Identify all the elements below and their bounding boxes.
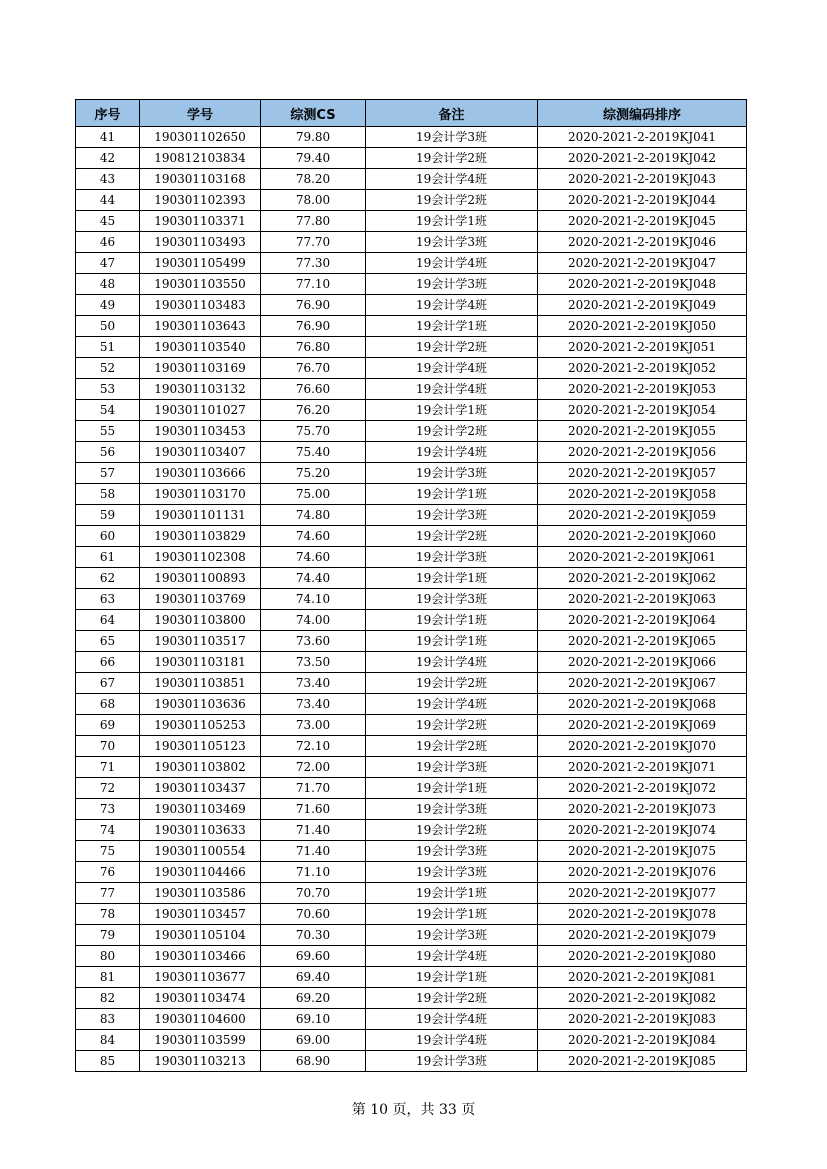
cell-score: 70.60 <box>261 904 366 925</box>
table-row <box>76 631 747 652</box>
cell-score: 75.40 <box>261 442 366 463</box>
cell-student-id: 190301103677 <box>140 967 261 988</box>
cell-remark: 19会计学4班 <box>366 1009 538 1030</box>
cell-score: 74.60 <box>261 526 366 547</box>
cell-remark: 19会计学3班 <box>366 841 538 862</box>
cell-remark: 19会计学4班 <box>366 358 538 379</box>
cell-student-id: 190301103586 <box>140 883 261 904</box>
cell-code: 2020-2021-2-2019KJ074 <box>538 820 747 841</box>
cell-score: 74.80 <box>261 505 366 526</box>
cell-code: 2020-2021-2-2019KJ048 <box>538 274 747 295</box>
cell-code: 2020-2021-2-2019KJ064 <box>538 610 747 631</box>
cell-student-id: 190301103493 <box>140 232 261 253</box>
cell-remark: 19会计学3班 <box>366 1051 538 1072</box>
cell-student-id: 190301103829 <box>140 526 261 547</box>
cell-student-id: 190301105123 <box>140 736 261 757</box>
cell-remark: 19会计学1班 <box>366 610 538 631</box>
table-row <box>76 1051 747 1072</box>
cell-student-id: 190301103453 <box>140 421 261 442</box>
table-row <box>76 190 747 211</box>
cell-index: 63 <box>76 589 140 610</box>
cell-student-id: 190301104466 <box>140 862 261 883</box>
cell-score: 68.90 <box>261 1051 366 1072</box>
cell-code: 2020-2021-2-2019KJ047 <box>538 253 747 274</box>
cell-code: 2020-2021-2-2019KJ065 <box>538 631 747 652</box>
cell-code: 2020-2021-2-2019KJ082 <box>538 988 747 1009</box>
cell-remark: 19会计学1班 <box>366 631 538 652</box>
cell-score: 78.00 <box>261 190 366 211</box>
cell-index: 57 <box>76 463 140 484</box>
cell-index: 46 <box>76 232 140 253</box>
cell-remark: 19会计学4班 <box>366 379 538 400</box>
cell-remark: 19会计学4班 <box>366 694 538 715</box>
cell-index: 55 <box>76 421 140 442</box>
cell-remark: 19会计学4班 <box>366 946 538 967</box>
table-row <box>76 862 747 883</box>
cell-score: 73.40 <box>261 694 366 715</box>
cell-student-id: 190301103437 <box>140 778 261 799</box>
header-student-id: 学号 <box>140 100 261 127</box>
cell-score: 76.60 <box>261 379 366 400</box>
cell-score: 76.70 <box>261 358 366 379</box>
cell-remark: 19会计学1班 <box>366 967 538 988</box>
cell-index: 53 <box>76 379 140 400</box>
cell-remark: 19会计学3班 <box>366 757 538 778</box>
cell-index: 50 <box>76 316 140 337</box>
cell-student-id: 190301103802 <box>140 757 261 778</box>
cell-student-id: 190301103168 <box>140 169 261 190</box>
table-row <box>76 232 747 253</box>
cell-remark: 19会计学2班 <box>366 421 538 442</box>
cell-index: 45 <box>76 211 140 232</box>
cell-score: 77.80 <box>261 211 366 232</box>
cell-code: 2020-2021-2-2019KJ041 <box>538 127 747 148</box>
cell-remark: 19会计学4班 <box>366 442 538 463</box>
cell-score: 70.30 <box>261 925 366 946</box>
cell-score: 78.20 <box>261 169 366 190</box>
table-row <box>76 253 747 274</box>
cell-code: 2020-2021-2-2019KJ077 <box>538 883 747 904</box>
table-row <box>76 736 747 757</box>
table-row <box>76 820 747 841</box>
cell-code: 2020-2021-2-2019KJ044 <box>538 190 747 211</box>
cell-remark: 19会计学2班 <box>366 526 538 547</box>
cell-index: 83 <box>76 1009 140 1030</box>
cell-code: 2020-2021-2-2019KJ054 <box>538 400 747 421</box>
header-index: 序号 <box>76 100 140 127</box>
cell-code: 2020-2021-2-2019KJ066 <box>538 652 747 673</box>
cell-remark: 19会计学2班 <box>366 337 538 358</box>
cell-remark: 19会计学2班 <box>366 148 538 169</box>
cell-code: 2020-2021-2-2019KJ058 <box>538 484 747 505</box>
cell-score: 69.40 <box>261 967 366 988</box>
cell-score: 76.80 <box>261 337 366 358</box>
cell-student-id: 190301103643 <box>140 316 261 337</box>
cell-student-id: 190301103169 <box>140 358 261 379</box>
table-row <box>76 505 747 526</box>
table-row <box>76 610 747 631</box>
cell-student-id: 190301103550 <box>140 274 261 295</box>
cell-code: 2020-2021-2-2019KJ059 <box>538 505 747 526</box>
cell-score: 71.40 <box>261 841 366 862</box>
cell-code: 2020-2021-2-2019KJ072 <box>538 778 747 799</box>
cell-code: 2020-2021-2-2019KJ043 <box>538 169 747 190</box>
table-row <box>76 883 747 904</box>
table-row <box>76 757 747 778</box>
cell-index: 69 <box>76 715 140 736</box>
cell-index: 78 <box>76 904 140 925</box>
cell-score: 74.40 <box>261 568 366 589</box>
cell-index: 72 <box>76 778 140 799</box>
cell-student-id: 190301102393 <box>140 190 261 211</box>
cell-index: 56 <box>76 442 140 463</box>
cell-score: 74.10 <box>261 589 366 610</box>
cell-remark: 19会计学4班 <box>366 1030 538 1051</box>
cell-score: 74.00 <box>261 610 366 631</box>
cell-remark: 19会计学3班 <box>366 589 538 610</box>
cell-student-id: 190301103474 <box>140 988 261 1009</box>
cell-remark: 19会计学1班 <box>366 568 538 589</box>
cell-index: 77 <box>76 883 140 904</box>
cell-index: 75 <box>76 841 140 862</box>
cell-score: 72.00 <box>261 757 366 778</box>
cell-index: 44 <box>76 190 140 211</box>
score-table <box>75 99 747 1072</box>
cell-remark: 19会计学1班 <box>366 316 538 337</box>
cell-remark: 19会计学4班 <box>366 295 538 316</box>
cell-remark: 19会计学2班 <box>366 988 538 1009</box>
cell-index: 62 <box>76 568 140 589</box>
cell-index: 51 <box>76 337 140 358</box>
cell-score: 71.40 <box>261 820 366 841</box>
table-row <box>76 148 747 169</box>
cell-score: 75.20 <box>261 463 366 484</box>
cell-student-id: 190301103170 <box>140 484 261 505</box>
cell-code: 2020-2021-2-2019KJ061 <box>538 547 747 568</box>
cell-student-id: 190301103800 <box>140 610 261 631</box>
cell-remark: 19会计学1班 <box>366 883 538 904</box>
cell-student-id: 190301103633 <box>140 820 261 841</box>
cell-index: 79 <box>76 925 140 946</box>
cell-student-id: 190301103132 <box>140 379 261 400</box>
cell-code: 2020-2021-2-2019KJ060 <box>538 526 747 547</box>
cell-code: 2020-2021-2-2019KJ063 <box>538 589 747 610</box>
cell-code: 2020-2021-2-2019KJ073 <box>538 799 747 820</box>
cell-index: 61 <box>76 547 140 568</box>
table-row <box>76 715 747 736</box>
cell-code: 2020-2021-2-2019KJ056 <box>538 442 747 463</box>
cell-student-id: 190301102308 <box>140 547 261 568</box>
table-row <box>76 169 747 190</box>
cell-code: 2020-2021-2-2019KJ053 <box>538 379 747 400</box>
cell-score: 75.70 <box>261 421 366 442</box>
cell-index: 54 <box>76 400 140 421</box>
cell-remark: 19会计学3班 <box>366 862 538 883</box>
header-remark: 备注 <box>366 100 538 127</box>
cell-score: 70.70 <box>261 883 366 904</box>
cell-remark: 19会计学2班 <box>366 715 538 736</box>
cell-code: 2020-2021-2-2019KJ079 <box>538 925 747 946</box>
cell-code: 2020-2021-2-2019KJ051 <box>538 337 747 358</box>
cell-remark: 19会计学3班 <box>366 799 538 820</box>
cell-remark: 19会计学1班 <box>366 484 538 505</box>
cell-student-id: 190301103599 <box>140 1030 261 1051</box>
cell-index: 70 <box>76 736 140 757</box>
cell-remark: 19会计学4班 <box>366 253 538 274</box>
cell-remark: 19会计学3班 <box>366 232 538 253</box>
table-row <box>76 778 747 799</box>
cell-index: 47 <box>76 253 140 274</box>
cell-student-id: 190301103457 <box>140 904 261 925</box>
cell-index: 81 <box>76 967 140 988</box>
cell-remark: 19会计学2班 <box>366 673 538 694</box>
cell-score: 73.50 <box>261 652 366 673</box>
table-row <box>76 904 747 925</box>
table-row <box>76 463 747 484</box>
cell-code: 2020-2021-2-2019KJ068 <box>538 694 747 715</box>
cell-index: 74 <box>76 820 140 841</box>
cell-student-id: 190301103851 <box>140 673 261 694</box>
table-row <box>76 442 747 463</box>
table-row <box>76 841 747 862</box>
cell-score: 76.90 <box>261 295 366 316</box>
cell-score: 71.60 <box>261 799 366 820</box>
cell-score: 76.90 <box>261 316 366 337</box>
cell-code: 2020-2021-2-2019KJ070 <box>538 736 747 757</box>
cell-code: 2020-2021-2-2019KJ049 <box>538 295 747 316</box>
cell-code: 2020-2021-2-2019KJ076 <box>538 862 747 883</box>
cell-index: 52 <box>76 358 140 379</box>
cell-index: 71 <box>76 757 140 778</box>
cell-index: 80 <box>76 946 140 967</box>
table-row <box>76 526 747 547</box>
table-row <box>76 1030 747 1051</box>
cell-code: 2020-2021-2-2019KJ075 <box>538 841 747 862</box>
cell-index: 68 <box>76 694 140 715</box>
cell-score: 77.70 <box>261 232 366 253</box>
cell-code: 2020-2021-2-2019KJ057 <box>538 463 747 484</box>
cell-index: 66 <box>76 652 140 673</box>
cell-remark: 19会计学4班 <box>366 169 538 190</box>
cell-student-id: 190301100893 <box>140 568 261 589</box>
cell-score: 73.40 <box>261 673 366 694</box>
cell-student-id: 190301103213 <box>140 1051 261 1072</box>
cell-score: 74.60 <box>261 547 366 568</box>
cell-index: 60 <box>76 526 140 547</box>
table-row <box>76 316 747 337</box>
cell-score: 77.30 <box>261 253 366 274</box>
cell-index: 82 <box>76 988 140 1009</box>
header-code: 综测编码排序 <box>538 100 747 127</box>
cell-student-id: 190301103517 <box>140 631 261 652</box>
table-row <box>76 694 747 715</box>
cell-remark: 19会计学1班 <box>366 904 538 925</box>
cell-student-id: 190301103407 <box>140 442 261 463</box>
table-row <box>76 358 747 379</box>
table-row <box>76 211 747 232</box>
cell-remark: 19会计学1班 <box>366 778 538 799</box>
cell-index: 41 <box>76 127 140 148</box>
cell-student-id: 190301101131 <box>140 505 261 526</box>
cell-index: 64 <box>76 610 140 631</box>
cell-score: 71.70 <box>261 778 366 799</box>
cell-score: 79.80 <box>261 127 366 148</box>
cell-index: 85 <box>76 1051 140 1072</box>
cell-student-id: 190301104600 <box>140 1009 261 1030</box>
cell-index: 84 <box>76 1030 140 1051</box>
table-body <box>76 127 747 1072</box>
table-row <box>76 379 747 400</box>
cell-remark: 19会计学1班 <box>366 211 538 232</box>
cell-remark: 19会计学3班 <box>366 127 538 148</box>
cell-score: 73.00 <box>261 715 366 736</box>
page-number: 第 10 页，共 33 页 <box>351 1102 476 1118</box>
cell-code: 2020-2021-2-2019KJ078 <box>538 904 747 925</box>
cell-student-id: 190301101027 <box>140 400 261 421</box>
cell-student-id: 190301105253 <box>140 715 261 736</box>
table-row <box>76 946 747 967</box>
cell-code: 2020-2021-2-2019KJ055 <box>538 421 747 442</box>
cell-index: 76 <box>76 862 140 883</box>
table-row <box>76 337 747 358</box>
cell-score: 75.00 <box>261 484 366 505</box>
cell-student-id: 190301103466 <box>140 946 261 967</box>
cell-code: 2020-2021-2-2019KJ052 <box>538 358 747 379</box>
table-row <box>76 988 747 1009</box>
cell-remark: 19会计学3班 <box>366 505 538 526</box>
table-row <box>76 799 747 820</box>
cell-score: 69.10 <box>261 1009 366 1030</box>
table-row <box>76 652 747 673</box>
cell-code: 2020-2021-2-2019KJ069 <box>538 715 747 736</box>
cell-code: 2020-2021-2-2019KJ046 <box>538 232 747 253</box>
table-header-row <box>76 100 747 127</box>
cell-score: 73.60 <box>261 631 366 652</box>
cell-student-id: 190301103540 <box>140 337 261 358</box>
cell-student-id: 190301105499 <box>140 253 261 274</box>
cell-index: 59 <box>76 505 140 526</box>
cell-score: 71.10 <box>261 862 366 883</box>
cell-index: 65 <box>76 631 140 652</box>
cell-score: 76.20 <box>261 400 366 421</box>
table-row <box>76 547 747 568</box>
cell-index: 48 <box>76 274 140 295</box>
table-row <box>76 1009 747 1030</box>
table-row <box>76 484 747 505</box>
cell-remark: 19会计学4班 <box>366 652 538 673</box>
cell-code: 2020-2021-2-2019KJ071 <box>538 757 747 778</box>
cell-student-id: 190301103483 <box>140 295 261 316</box>
table-row <box>76 568 747 589</box>
cell-score: 69.20 <box>261 988 366 1009</box>
cell-code: 2020-2021-2-2019KJ042 <box>538 148 747 169</box>
cell-code: 2020-2021-2-2019KJ045 <box>538 211 747 232</box>
table-row <box>76 589 747 610</box>
cell-code: 2020-2021-2-2019KJ084 <box>538 1030 747 1051</box>
table-row <box>76 274 747 295</box>
cell-remark: 19会计学3班 <box>366 463 538 484</box>
table-row <box>76 400 747 421</box>
cell-remark: 19会计学2班 <box>366 736 538 757</box>
cell-index: 49 <box>76 295 140 316</box>
cell-student-id: 190301103371 <box>140 211 261 232</box>
header-score: 综测CS <box>261 100 366 127</box>
cell-code: 2020-2021-2-2019KJ083 <box>538 1009 747 1030</box>
table-row <box>76 295 747 316</box>
cell-score: 69.60 <box>261 946 366 967</box>
cell-student-id: 190301103469 <box>140 799 261 820</box>
cell-code: 2020-2021-2-2019KJ062 <box>538 568 747 589</box>
cell-remark: 19会计学2班 <box>366 820 538 841</box>
cell-remark: 19会计学2班 <box>366 190 538 211</box>
cell-index: 42 <box>76 148 140 169</box>
cell-index: 67 <box>76 673 140 694</box>
cell-code: 2020-2021-2-2019KJ080 <box>538 946 747 967</box>
cell-remark: 19会计学1班 <box>366 400 538 421</box>
table-row <box>76 673 747 694</box>
cell-code: 2020-2021-2-2019KJ081 <box>538 967 747 988</box>
cell-student-id: 190301103769 <box>140 589 261 610</box>
cell-score: 69.00 <box>261 1030 366 1051</box>
table-row <box>76 967 747 988</box>
cell-student-id: 190301100554 <box>140 841 261 862</box>
cell-score: 79.40 <box>261 148 366 169</box>
cell-index: 73 <box>76 799 140 820</box>
cell-student-id: 190301105104 <box>140 925 261 946</box>
cell-student-id: 190301103636 <box>140 694 261 715</box>
cell-score: 72.10 <box>261 736 366 757</box>
cell-remark: 19会计学3班 <box>366 274 538 295</box>
cell-score: 77.10 <box>261 274 366 295</box>
table-row <box>76 127 747 148</box>
cell-code: 2020-2021-2-2019KJ085 <box>538 1051 747 1072</box>
cell-index: 43 <box>76 169 140 190</box>
cell-student-id: 190301102650 <box>140 127 261 148</box>
cell-remark: 19会计学3班 <box>366 547 538 568</box>
cell-index: 58 <box>76 484 140 505</box>
cell-student-id: 190812103834 <box>140 148 261 169</box>
table-row <box>76 925 747 946</box>
cell-remark: 19会计学3班 <box>366 925 538 946</box>
cell-code: 2020-2021-2-2019KJ050 <box>538 316 747 337</box>
cell-student-id: 190301103666 <box>140 463 261 484</box>
cell-student-id: 190301103181 <box>140 652 261 673</box>
table-row <box>76 421 747 442</box>
cell-code: 2020-2021-2-2019KJ067 <box>538 673 747 694</box>
